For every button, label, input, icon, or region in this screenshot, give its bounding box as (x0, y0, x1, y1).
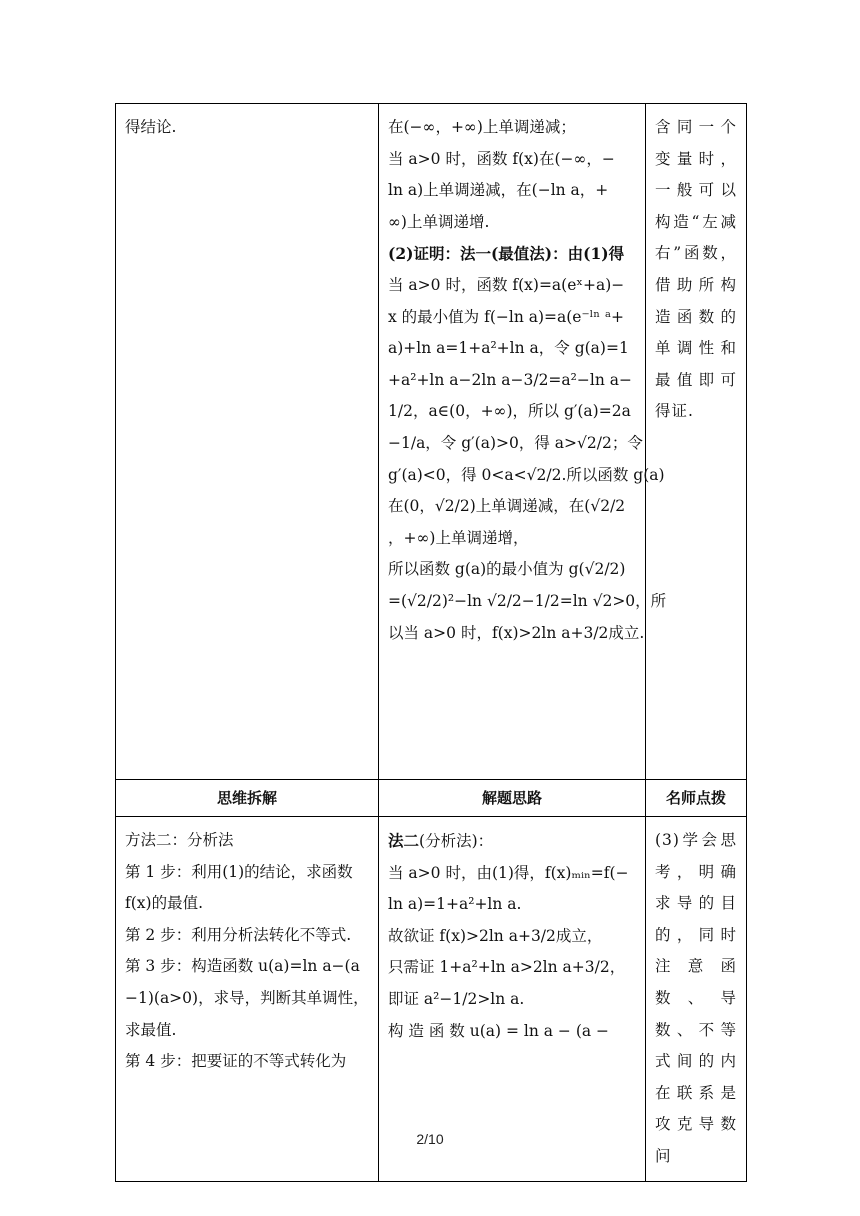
text-line: +a²+ln a−2ln a−3/2=a²−ln a− (388, 370, 632, 389)
text-line: 第 3 步：构造函数 u(a)=ln a−(a (125, 957, 360, 976)
text-line: ln a)上单调递减，在(−ln a，+ (388, 181, 609, 200)
text-line: 方法二：分析法 (125, 831, 234, 849)
solution-cell (379, 817, 646, 1182)
text-line: 所以函数 g(a)的最小值为 g(√2/2) (388, 560, 626, 579)
text-line: 在(0，√2/2)上单调递减，在(√2/2 (388, 497, 626, 516)
text-line: g′(a)<0，得 0<a<√2/2.所以函数 g(a) (388, 465, 665, 484)
text-line: =(√2/2)²−ln √2/2−1/2=ln √2>0，所 (388, 591, 667, 610)
text-line: 故欲证 f(x)>2ln a+3/2成立， (388, 926, 603, 945)
text-line: 在(−∞，+∞)上单调递减； (388, 118, 576, 136)
header-solution: 解题思路 (379, 780, 646, 817)
text-line: ln a)=1+a²+ln a. (388, 895, 522, 914)
thinking-cell (116, 817, 379, 1182)
text-line: 构 造 函 数 u(a) = ln a − (a − (388, 1021, 610, 1040)
text-line: ，+∞)上单调递增， (388, 528, 529, 547)
tip-cell: 含同一个变量时，一般可以构造“左减右”函数，借助所构造函数的单调性和最值即可得证. (646, 104, 747, 780)
text-line: 当 a>0 时，函数 f(x)在(−∞，− (388, 149, 615, 168)
text-line: −1)(a>0)，求导，判断其单调性， (125, 988, 369, 1007)
page-number: 2/10 (416, 1131, 444, 1147)
thinking-cell (116, 104, 379, 780)
text-line: 得结论. (125, 118, 177, 136)
text-line: (2)证明：法一(最值法)：由(1)得 (388, 244, 625, 264)
text-line: x 的最小值为 f(−ln a)=a(e⁻ˡⁿ ᵃ+ (388, 307, 625, 326)
text-line: 1/2，a∈(0，+∞)，所以 g′(a)=2a (388, 402, 631, 421)
tip-cell: (3)学会思考，明确求导的目的，同时注意函数、导数、不等式间的内在联系是攻克导数问 (646, 817, 747, 1182)
text-line: 第 2 步：利用分析法转化不等式. (125, 925, 352, 944)
text-line: 第 1 步：利用(1)的结论，求函数 (125, 862, 353, 881)
table-header-row (116, 780, 747, 817)
text-line (388, 825, 636, 858)
header-thinking: 思维拆解 (116, 780, 379, 817)
table-row (116, 104, 747, 780)
text-line: 以当 a>0 时，f(x)>2ln a+3/2成立. (388, 623, 645, 642)
solution-table (115, 103, 747, 1182)
table-row (116, 817, 747, 1182)
solution-cell (379, 104, 667, 780)
method-title-rest: (分析法)： (419, 832, 494, 850)
text-line: 当 a>0 时，函数 f(x)=a(eˣ+a)− (388, 275, 625, 294)
method-title: 法二 (388, 831, 420, 850)
text-line: 当 a>0 时，由(1)得，f(x)ₘᵢₙ=f(− (388, 863, 629, 882)
text-line: 第 4 步：把要证的不等式转化为 (125, 1052, 347, 1071)
text-line: 即证 a²−1/2>ln a. (388, 989, 525, 1008)
text-line: f(x)的最值. (125, 894, 203, 913)
text-line: ∞)上单调递增. (388, 212, 490, 231)
text-line: −1/a，令 g′(a)>0，得 a>√2/2；令 (388, 433, 643, 452)
header-tips: 名师点拨 (646, 780, 747, 817)
text-line: 求最值. (125, 1020, 177, 1039)
text-line: a)+ln a=1+a²+ln a，令 g(a)=1 (388, 339, 629, 358)
text-line: 只需证 1+a²+ln a>2ln a+3/2， (388, 958, 626, 977)
